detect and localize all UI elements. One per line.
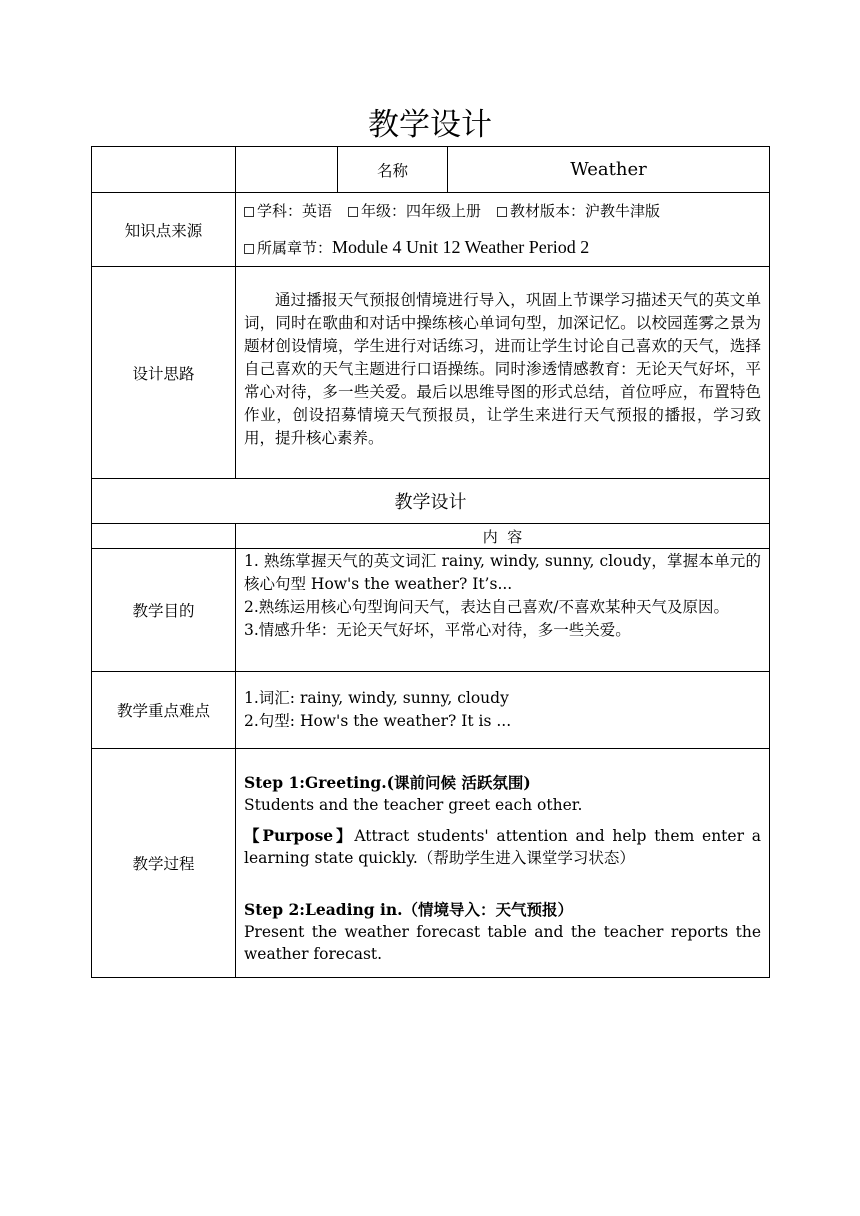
checkbox-icon — [348, 207, 358, 217]
step1-title: Step 1:Greeting.(课前问候 活跃氛围) — [244, 773, 531, 792]
idea-row — [92, 267, 770, 479]
goal-item: 2.熟练运用核心句型询问天气，表达自己喜欢/不喜欢某种天气及原因。 — [244, 598, 730, 616]
process-row — [92, 749, 770, 978]
checkbox-icon — [497, 207, 507, 217]
step2-text: Present the weather forecast table and the teacher reports the weather forecast. — [244, 923, 761, 963]
empty-cell — [236, 147, 338, 193]
idea-label: 设计思路 — [92, 267, 236, 479]
checkbox-icon — [244, 244, 254, 254]
section-title-row — [92, 479, 770, 524]
purpose-text: Attract students' attention and help them enter a learning state quickly.（帮助学生进入课堂学习状态） — [244, 827, 761, 867]
key-item: 1.词汇: rainy, windy, sunny, cloudy — [244, 689, 509, 707]
page-title: 教学设计 — [368, 107, 492, 143]
chapter-text: Module 4 Unit 12 Weather Period 2 — [332, 237, 590, 257]
grade-text: 年级：四年级上册 — [361, 202, 482, 220]
process-label: 教学过程 — [92, 749, 236, 978]
name-row — [92, 147, 770, 193]
subject-text: 学科：英语 — [257, 202, 333, 220]
content-header: 内 容 — [236, 524, 770, 549]
goal-item: 3.情感升华：无论天气好坏，平常心对待，多一些关爱。 — [244, 621, 631, 639]
chapter-prefix: 所属章节： — [257, 239, 333, 257]
goal-row — [92, 549, 770, 672]
purpose-label: 【Purpose】 — [244, 826, 355, 845]
name-value: Weather — [448, 147, 770, 193]
process-content — [236, 749, 770, 978]
name-label: 名称 — [338, 147, 448, 193]
section-title: 教学设计 — [92, 479, 770, 524]
key-content — [236, 672, 770, 749]
content-header-row — [92, 524, 770, 549]
source-content — [236, 193, 770, 267]
key-label: 教学重点难点 — [92, 672, 236, 749]
goal-content — [236, 549, 770, 672]
goal-item: 1. 熟练掌握天气的英文词汇 rainy, windy, sunny, cloudy，掌握本单元的核心句型 How's the weather? It’s... — [244, 552, 761, 593]
empty-cell — [92, 147, 236, 193]
edition-text: 教材版本：沪教牛津版 — [510, 202, 661, 220]
goal-label: 教学目的 — [92, 549, 236, 672]
idea-content — [236, 267, 770, 479]
empty-cell — [92, 524, 236, 549]
source-row — [92, 193, 770, 267]
key-row — [92, 672, 770, 749]
purpose-block — [244, 825, 761, 869]
step2-title: Step 2:Leading in.（情境导入：天气预报） — [244, 900, 574, 919]
idea-text: 通过播报天气预报创情境进行导入，巩固上节课学习描述天气的英文单词，同时在歌曲和对话中操练核心单词句型，加深记忆。以校园莲雾之景为题材创设情境，学生进行对话练习，进而让学生讨论自己喜欢的天气，选择自己喜欢的天气主题进行口语操练。同时渗透情感教育：无论天气好坏，平常心对待，多一些关爱。最后以思维导图的形式总结，首位呼应，布置特色作业，创设招募情境天气预报员，让学生来进行天气预报的播报，学习致用，提升核心素养。 — [244, 291, 761, 447]
lesson-design-table — [91, 146, 770, 978]
step1-text: Students and the teacher greet each other. — [244, 796, 583, 814]
checkbox-icon — [244, 207, 254, 217]
source-label: 知识点来源 — [92, 193, 236, 267]
key-item: 2.句型: How's the weather? It is ... — [244, 712, 512, 730]
